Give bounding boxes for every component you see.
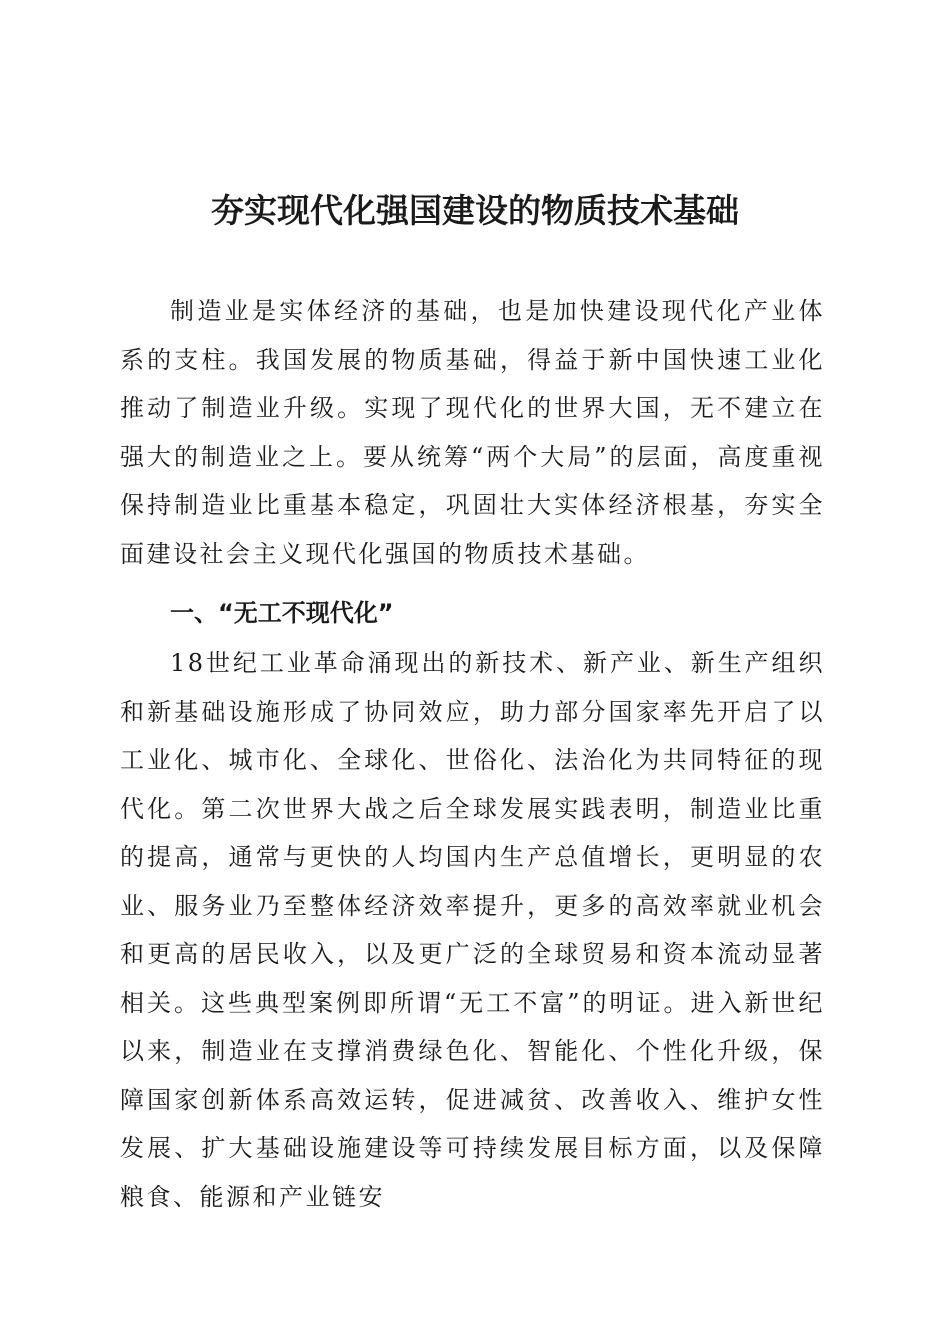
document-title: 夯实现代化强国建设的物质技术基础 xyxy=(211,191,739,230)
paragraph-section-one: 18世纪工业革命涌现出的新技术、新产业、新生产组织和新基础设施形成了协同效应，助力部分国家率先开启了以工业化、城市化、全球化、世俗化、法治化为共同特征的现代化。第二次世界大战之后全球发展实践表明，制造业比重的提高，通常与更快的人均国内生产总值增长，更明显的农业、服务业乃至整体经济效率提升，更多的高效率就业机会和更高的居民收入，以及更广泛的全球贸易和资本流动显著相关。这些典型案例即所谓“无工不富”的明证。进入新世纪以来，制造业在支撑消费绿色化、智能化、个性化升级，保障国家创新体系高效运转，促进减贫、改善收入、维护女性发展、扩大基础设施建设等可持续发展目标方面，以及保障粮食、能源和产业链安 xyxy=(120,649,825,1211)
section-heading: 一、“无工不现代化” xyxy=(170,599,394,627)
paragraph-intro: 制造业是实体经济的基础，也是加快建设现代化产业体系的支柱。我国发展的物质基础，得益于新中国快速工业化推动了制造业升级。实现了现代化的世界大国，无不建立在强大的制造业之上。要从统筹“两个大局”的层面，高度重视保持制造业比重基本稳定，巩固壮大实体经济根基，夯实全面建设社会主义现代化强国的物质技术基础。 xyxy=(120,297,825,568)
